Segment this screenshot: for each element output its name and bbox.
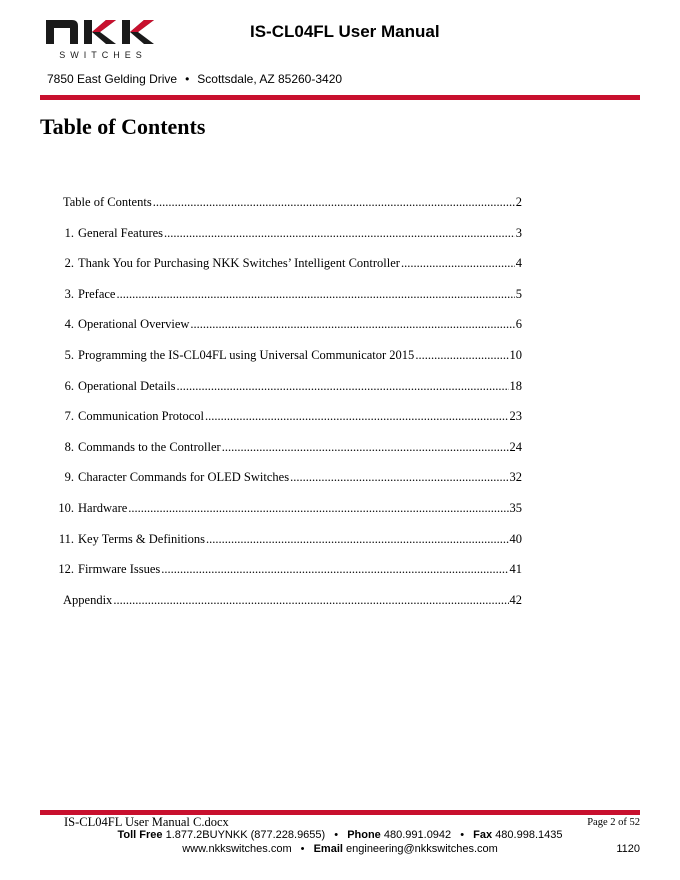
toc-leader-dots	[206, 532, 508, 547]
toc-leader-dots	[205, 409, 508, 424]
fax-number: 480.998.1435	[495, 829, 563, 841]
toc-entry-page: 18	[509, 378, 522, 393]
email-link[interactable]: engineering@nkkswitches.com	[346, 843, 498, 855]
toc-entry[interactable]	[40, 440, 522, 471]
toc-entry[interactable]	[40, 348, 522, 379]
toc-entry-title: Preface	[78, 286, 116, 301]
toc-entry-page: 23	[509, 409, 522, 424]
toc-entry-number: 10.	[58, 500, 74, 515]
toc-entry-page: 32	[509, 470, 522, 485]
toc-entry-title: Hardware	[78, 500, 128, 515]
toc-entry-number: 1.	[64, 225, 74, 240]
header-rule	[40, 95, 640, 100]
toc-leader-dots	[128, 501, 508, 516]
address-street: 7850 East Gelding Drive	[47, 72, 178, 86]
toc-leader-dots	[177, 379, 509, 394]
toc-entry[interactable]	[40, 195, 522, 226]
toc-leader-dots	[161, 562, 508, 577]
toc-entry[interactable]	[40, 379, 522, 410]
toc-entry-title: General Features	[78, 225, 164, 240]
fax-label: Fax	[473, 829, 493, 841]
toc-entry-title: Operational Overview	[78, 317, 190, 332]
footer-page-number: Page 2 of 52	[587, 817, 640, 828]
toc-leader-dots	[164, 226, 515, 241]
toc-entry-title: Operational Details	[78, 378, 176, 393]
toc-leader-dots	[290, 470, 508, 485]
phone-label: Phone	[347, 829, 381, 841]
toll-free-label: Toll Free	[117, 829, 163, 841]
toc-leader-dots	[415, 348, 508, 363]
toc-entry-title: Thank You for Purchasing NKK Switches’ Intelligent Controller	[78, 256, 400, 271]
toc-entry-page: 42	[509, 592, 522, 607]
toc-entry-title: Appendix	[63, 592, 113, 607]
toc-entry-page: 40	[509, 531, 522, 546]
toc-entry[interactable]	[40, 501, 522, 532]
toc-entry-title: Commands to the Controller	[78, 439, 221, 454]
toc-entry[interactable]	[40, 470, 522, 501]
toc-entry-page: 6	[515, 317, 522, 332]
toc-entry-number: 11.	[58, 531, 74, 546]
contact-bullet: •	[460, 829, 465, 841]
toc-entry-number: 12.	[58, 562, 74, 577]
toc-entry-number: 3.	[64, 286, 74, 301]
footer-revision: 1120	[616, 843, 640, 855]
toc-entry-number: 7.	[64, 409, 74, 424]
toc-leader-dots	[113, 593, 508, 608]
toll-free-number: 1.877.2BUYNKK (877.228.9655)	[165, 829, 326, 841]
toc-entry[interactable]	[40, 256, 522, 287]
toc-entry[interactable]	[40, 532, 522, 563]
toc-entry-page: 4	[515, 256, 522, 271]
toc-entry-number: 4.	[64, 317, 74, 332]
toc-entry[interactable]	[40, 409, 522, 440]
footer-contact	[0, 829, 680, 841]
logo-subtext: SWITCHES	[59, 50, 147, 60]
toc-entry-number: 2.	[64, 256, 74, 271]
toc-entry-number: 5.	[64, 347, 74, 362]
toc-entry-page: 5	[515, 286, 522, 301]
footer-web	[0, 843, 680, 855]
toc-leader-dots	[153, 195, 515, 210]
toc-entry[interactable]	[40, 287, 522, 318]
phone-number: 480.991.0942	[383, 829, 452, 841]
nkk-logo	[44, 20, 162, 60]
table-of-contents	[40, 195, 522, 623]
toc-entry-title: Character Commands for OLED Switches	[78, 470, 290, 485]
toc-leader-dots	[222, 440, 509, 455]
toc-leader-dots	[116, 287, 514, 302]
toc-entry-number: 6.	[64, 378, 74, 393]
address-bullet: •	[185, 72, 190, 86]
toc-leader-dots	[190, 317, 514, 332]
toc-entry-title: Table of Contents	[63, 195, 152, 209]
toc-entry-page: 35	[509, 500, 522, 515]
toc-entry[interactable]	[40, 562, 522, 593]
toc-leader-dots	[401, 256, 515, 271]
toc-entry-page: 10	[509, 347, 522, 362]
toc-entry-page: 3	[515, 225, 522, 240]
toc-entry[interactable]	[40, 593, 522, 624]
page-heading: Table of Contents	[40, 114, 206, 139]
company-address	[47, 72, 342, 86]
footer-filename: IS-CL04FL User Manual C.docx	[64, 815, 229, 829]
web-bullet: •	[300, 843, 305, 855]
toc-entry-title: Programming the IS-CL04FL using Universal Communicator 2015	[78, 347, 415, 362]
toc-entry[interactable]	[40, 317, 522, 348]
toc-entry-number: 8.	[64, 439, 74, 454]
toc-entry-page: 41	[509, 562, 522, 577]
email-label: Email	[313, 843, 343, 855]
toc-entry-page: 2	[515, 195, 522, 209]
toc-entry-title: Key Terms & Definitions	[78, 531, 206, 546]
toc-entry-title: Communication Protocol	[78, 409, 205, 424]
website-link[interactable]: www.nkkswitches.com	[182, 843, 292, 855]
toc-entry-number: 9.	[64, 470, 74, 485]
toc-entry-page: 24	[509, 439, 522, 454]
address-city: Scottsdale, AZ 85260-3420	[197, 72, 343, 86]
contact-bullet: •	[334, 829, 339, 841]
toc-entry-title: Firmware Issues	[78, 562, 161, 577]
toc-entry[interactable]	[40, 226, 522, 257]
document-title: IS-CL04FL User Manual	[250, 22, 440, 41]
